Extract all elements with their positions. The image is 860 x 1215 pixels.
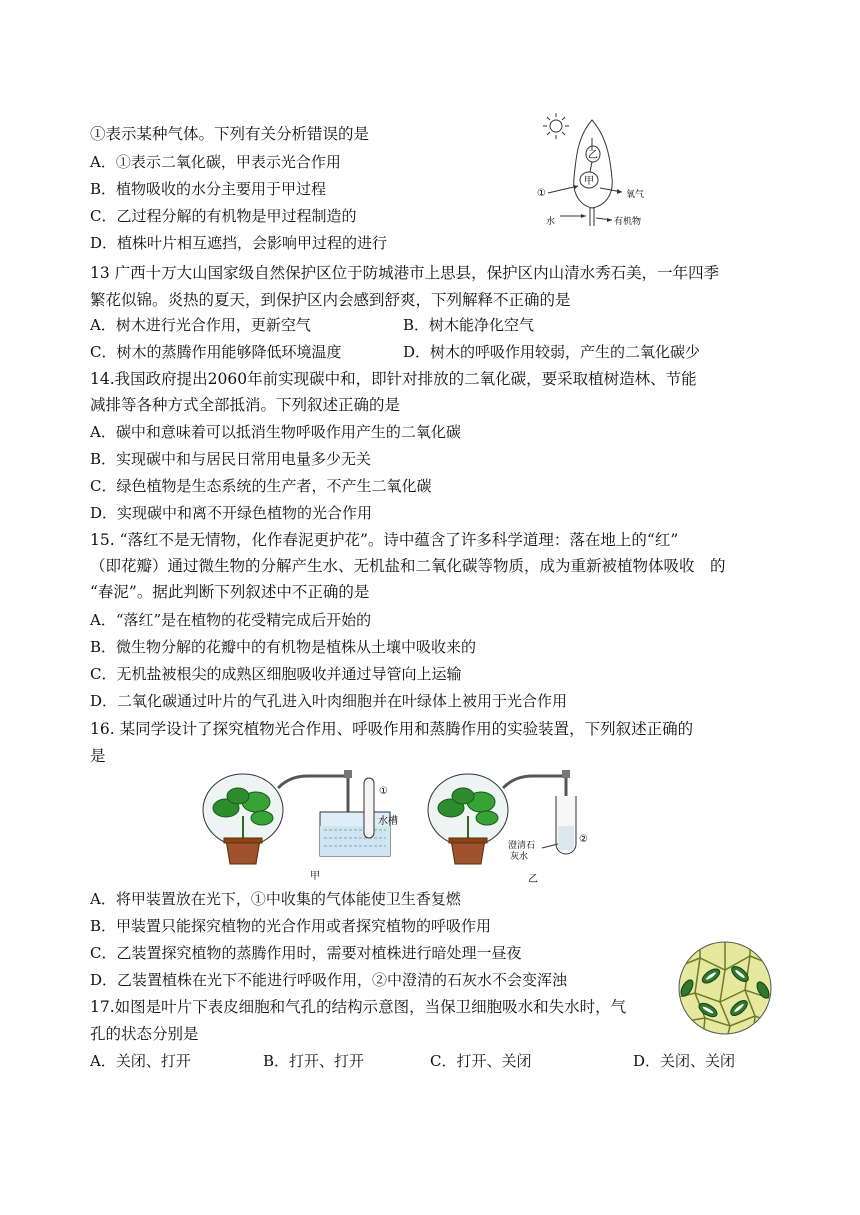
- q12-option-c: C．乙过程分解的有机物是甲过程制造的: [90, 207, 357, 225]
- stomata-diagram: [675, 938, 775, 1038]
- q15-stem-line-1: 15. “落红不是无情物，化作春泥更护花”。诗中蕴含了许多科学道理：落在地上的“红”: [90, 531, 679, 549]
- q15-option-c: C．无机盐被根尖的成熟区细胞吸收并通过导管向上运输: [90, 665, 462, 683]
- q14-option-b: B．实现碳中和与居民日常用电量多少无关: [90, 450, 372, 468]
- mark-1-label: ①: [379, 786, 388, 797]
- q15-stem-line-3: “春泥”。据此判断下列叙述中不正确的是: [90, 583, 370, 601]
- q16-option-d: D．乙装置植株在光下不能进行呼吸作用，②中澄清的石灰水不会变浑浊: [90, 971, 568, 989]
- q14-stem-line-2: 减排等各种方式全部抵消。下列叙述正确的是: [90, 396, 401, 414]
- jia-label: 甲: [584, 176, 594, 187]
- q15-option-a: A．“落红”是在植物的花受精完成后开始的: [90, 611, 372, 629]
- leaf-outline: [574, 120, 613, 208]
- q15-stem-line-2: （即花瓣）通过微生物的分解产生水、无机盐和二氧化碳等物质，成为重新被植物体吸收 的: [90, 557, 726, 575]
- organic-label: 有机物: [614, 217, 642, 227]
- sun-icon: [543, 113, 569, 139]
- q13-option-a: A．树木进行光合作用，更新空气: [90, 316, 311, 334]
- q17-stem-line-1: 17.如图是叶片下表皮细胞和气孔的结构示意图，当保卫细胞吸水和失水时，气: [90, 998, 627, 1016]
- q17-stem-line-2: 孔的状态分别是: [90, 1025, 199, 1043]
- q13-option-b: B．树木能净化空气: [403, 316, 535, 334]
- q12-option-d: D．植株叶片相互遮挡，会影响甲过程的进行: [90, 234, 388, 252]
- apparatus-jia-label: 甲: [310, 871, 320, 882]
- q17-option-b: B．打开、打开: [263, 1052, 365, 1070]
- q17-option-c: C．打开、关闭: [430, 1052, 532, 1070]
- q13-stem-line-2: 繁花似锦。炎热的夏天，到保护区内会感到舒爽，下列解释不正确的是: [90, 291, 571, 309]
- apparatus-yi-label: 乙: [528, 874, 538, 885]
- q16-stem-line-2: 是: [90, 747, 106, 765]
- q17-option-d: D．关闭、关闭: [633, 1052, 736, 1070]
- yi-label: 乙: [588, 150, 598, 161]
- q14-option-c: C．绿色植物是生态系统的生产者，不产生二氧化碳: [90, 477, 432, 495]
- q16-stem-line-1: 16. 某同学设计了探究植物光合作用、呼吸作用和蒸腾作用的实验装置，下列叙述正确的: [90, 720, 694, 738]
- q13-stem-line-1: 13 广西十万大山国家级自然保护区位于防城港市上思县，保护区内山清水秀石美，一年四季: [90, 264, 720, 282]
- limewater-label-2: 灰水: [510, 852, 529, 862]
- mark-1-label: ①: [537, 188, 546, 199]
- q15-option-b: B．微生物分解的花瓣中的有机物是植株从土壤中吸收来的: [90, 638, 477, 656]
- experiment-apparatus-figure: [198, 768, 608, 888]
- leaf-process-diagram: [530, 108, 655, 233]
- flower-pot: [451, 840, 485, 864]
- q12-option-b: B．植物吸收的水分主要用于甲过程: [90, 180, 327, 198]
- q14-option-d: D．实现碳中和离不开绿色植物的光合作用: [90, 504, 373, 522]
- water-label: 水: [546, 217, 556, 227]
- apparatus-jia: [203, 770, 398, 882]
- q14-stem-line-1: 14.我国政府提出2060年前实现碳中和，即针对排放的二氧化碳，要采取植树造林、节能: [90, 370, 697, 388]
- q17-option-a: A．关闭、打开: [90, 1052, 191, 1070]
- water-tank-label: 水槽: [378, 816, 398, 827]
- q16-option-a: A．将甲装置放在光下，①中收集的气体能使卫生香复燃: [90, 890, 461, 908]
- q16-option-c: C．乙装置探究植物的蒸腾作用时，需要对植株进行暗处理一昼夜: [90, 944, 522, 962]
- q13-option-d: D．树木的呼吸作用较弱，产生的二氧化碳少: [403, 343, 701, 361]
- q12-stem: ①表示某种气体。下列有关分析错误的是: [90, 125, 370, 143]
- oxygen-label: 氧气: [626, 190, 645, 200]
- q12-option-a: A．①表示二氧化碳，甲表示光合作用: [90, 153, 341, 171]
- mark-2-label: ②: [579, 834, 588, 845]
- q15-option-d: D．二氧化碳通过叶片的气孔进入叶肉细胞并在叶绿体上被用于光合作用: [90, 692, 568, 710]
- apparatus-yi: [428, 770, 588, 885]
- q13-option-c: C．树木的蒸腾作用能够降低环境温度: [90, 343, 342, 361]
- limewater-label-1: 澄清石: [508, 841, 536, 851]
- q14-option-a: A．碳中和意味着可以抵消生物呼吸作用产生的二氧化碳: [90, 423, 461, 441]
- q16-option-b: B．甲装置只能探究植物的光合作用或者探究植物的呼吸作用: [90, 917, 492, 935]
- flower-pot: [226, 840, 260, 864]
